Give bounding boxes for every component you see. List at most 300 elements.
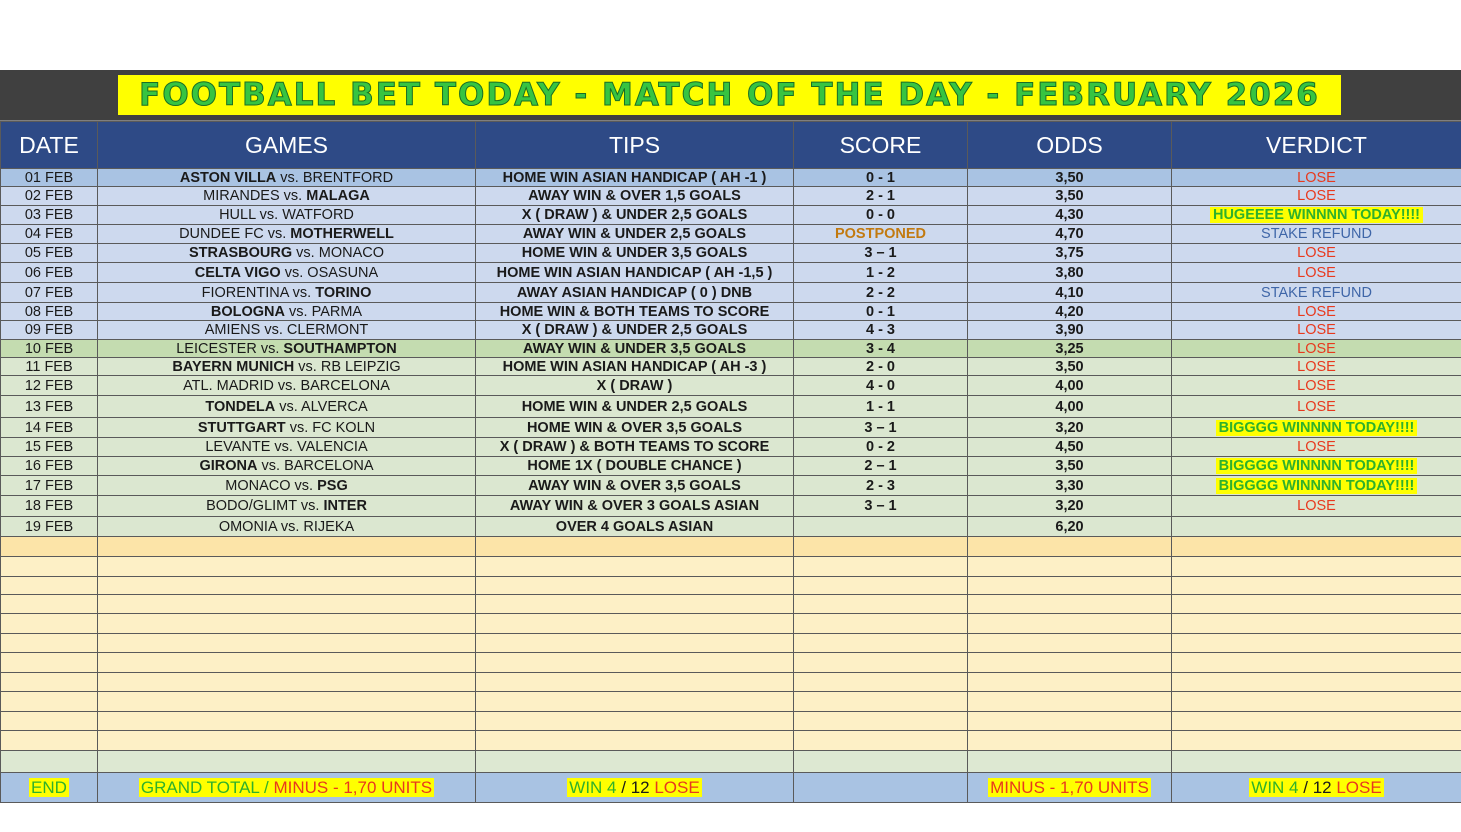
- odds-cell[interactable]: 3,80: [968, 263, 1172, 283]
- tip-cell[interactable]: X ( DRAW ) & UNDER 2,5 GOALS: [476, 206, 794, 225]
- empty-cell[interactable]: [968, 712, 1172, 731]
- empty-cell[interactable]: [1, 577, 98, 595]
- date-cell[interactable]: 11 FEB: [1, 358, 98, 376]
- date-cell[interactable]: 18 FEB: [1, 496, 98, 517]
- tip-cell[interactable]: HOME WIN & UNDER 2,5 GOALS: [476, 396, 794, 418]
- verdict-cell[interactable]: [1172, 376, 1461, 396]
- table-row: [1, 244, 1461, 263]
- tip-cell[interactable]: AWAY WIN & OVER 3,5 GOALS: [476, 476, 794, 496]
- empty-cell[interactable]: [1172, 614, 1461, 634]
- home-team: BOLOGNA: [210, 303, 285, 320]
- verdict-win-badge: BIGGGG WINNNN TODAY!!!!: [1216, 458, 1418, 474]
- away-team: INTER: [323, 498, 367, 514]
- table-row: [1, 283, 1461, 303]
- vs-separator: vs.: [276, 169, 303, 186]
- verdict-lose: LOSE: [1297, 439, 1336, 455]
- score-cell[interactable]: 4 - 0: [794, 376, 968, 396]
- empty-row: [1, 692, 1461, 712]
- verdict-cell[interactable]: [1172, 187, 1461, 206]
- spreadsheet: [0, 70, 1461, 803]
- vs-separator: vs.: [285, 303, 312, 320]
- away-team: MONACO: [318, 245, 384, 261]
- empty-cell[interactable]: [476, 634, 794, 653]
- home-team: CELTA VIGO: [194, 264, 281, 281]
- minus-units-label: MINUS - 1,70 UNITS: [273, 777, 433, 797]
- end-cell[interactable]: [1, 773, 98, 803]
- tip-cell[interactable]: AWAY WIN & UNDER 2,5 GOALS: [476, 225, 794, 244]
- verdict-win-badge: HUGEEEE WINNNN TODAY!!!!: [1210, 207, 1423, 223]
- date-cell[interactable]: 13 FEB: [1, 396, 98, 418]
- verdict-lose: LOSE: [1297, 377, 1336, 394]
- vs-separator: vs.: [255, 207, 283, 223]
- empty-cell[interactable]: [98, 557, 476, 577]
- verdict-cell[interactable]: [1172, 321, 1461, 340]
- score-cell[interactable]: [794, 517, 968, 537]
- empty-cell[interactable]: [968, 595, 1172, 614]
- verdict-cell[interactable]: [1172, 225, 1461, 244]
- date-cell[interactable]: 16 FEB: [1, 457, 98, 476]
- away-team: PARMA: [311, 303, 363, 320]
- away-team: MOTHERWELL: [290, 226, 394, 242]
- end-label: END: [31, 777, 67, 797]
- verdict-cell[interactable]: [1172, 169, 1461, 187]
- empty-cell[interactable]: [1, 751, 98, 773]
- table-row: [1, 321, 1461, 340]
- empty-cell[interactable]: [1, 712, 98, 731]
- table-row: [1, 376, 1461, 396]
- empty-cell[interactable]: [968, 653, 1172, 673]
- table-row: [1, 418, 1461, 438]
- score-cell[interactable]: POSTPONED: [794, 225, 968, 244]
- game-cell[interactable]: [98, 358, 476, 376]
- game-cell[interactable]: [98, 303, 476, 321]
- vs-separator: vs.: [263, 226, 291, 242]
- away-team: BARCELONA: [300, 377, 390, 394]
- empty-cell[interactable]: [98, 595, 476, 614]
- empty-cell[interactable]: [1172, 712, 1461, 731]
- tip-cell[interactable]: X ( DRAW ) & BOTH TEAMS TO SCORE: [476, 438, 794, 457]
- win-lose-cell[interactable]: [476, 773, 794, 803]
- tip-cell[interactable]: X ( DRAW ) & UNDER 2,5 GOALS: [476, 321, 794, 340]
- vs-separator: vs.: [256, 340, 284, 357]
- empty-cell[interactable]: [476, 557, 794, 577]
- verdict-lose: LOSE: [1297, 188, 1336, 204]
- verdict-cell[interactable]: [1172, 517, 1461, 537]
- empty-row: [1, 653, 1461, 673]
- verdict-cell[interactable]: [1172, 496, 1461, 517]
- tip-cell[interactable]: OVER 4 GOALS ASIAN: [476, 517, 794, 537]
- table-body: [1, 169, 1461, 773]
- tip-cell[interactable]: HOME WIN & BOTH TEAMS TO SCORE: [476, 303, 794, 321]
- tip-cell[interactable]: AWAY ASIAN HANDICAP ( 0 ) DNB: [476, 283, 794, 303]
- col-header-tips[interactable]: TIPS: [476, 122, 794, 169]
- empty-cell[interactable]: [1172, 692, 1461, 712]
- away-team: FC KOLN: [312, 419, 376, 436]
- away-team: BRENTFORD: [302, 169, 394, 186]
- empty-cell[interactable]: [968, 614, 1172, 634]
- empty-cell[interactable]: [968, 673, 1172, 692]
- away-team: VALENCIA: [296, 439, 368, 455]
- empty-row: [1, 577, 1461, 595]
- empty-row: [1, 557, 1461, 577]
- odds-cell[interactable]: 4,30: [968, 206, 1172, 225]
- verdict-total-cell[interactable]: [1172, 773, 1461, 803]
- empty-cell[interactable]: [1, 673, 98, 692]
- game-cell[interactable]: [98, 438, 476, 457]
- table-row: [1, 303, 1461, 321]
- verdict-lose: LOSE: [1297, 498, 1336, 514]
- empty-cell[interactable]: [1, 692, 98, 712]
- date-cell[interactable]: 17 FEB: [1, 476, 98, 496]
- odds-cell[interactable]: 3,30: [968, 476, 1172, 496]
- empty-cell[interactable]: [98, 653, 476, 673]
- empty-cell[interactable]: [794, 653, 968, 673]
- tip-cell[interactable]: AWAY WIN & OVER 1,5 GOALS: [476, 187, 794, 206]
- empty-cell[interactable]: [476, 537, 794, 557]
- vs-separator: vs.: [276, 518, 304, 535]
- grand-total-cell[interactable]: [98, 773, 476, 803]
- date-cell[interactable]: 03 FEB: [1, 206, 98, 225]
- verdict-lose: LOSE: [1297, 169, 1336, 186]
- vs-separator: vs.: [285, 419, 313, 436]
- empty-row: [1, 634, 1461, 653]
- empty-cell[interactable]: [968, 577, 1172, 595]
- empty-row: [1, 712, 1461, 731]
- empty-cell[interactable]: [794, 537, 968, 557]
- tip-cell[interactable]: HOME 1X ( DOUBLE CHANCE ): [476, 457, 794, 476]
- away-team: RB LEIPZIG: [320, 358, 401, 375]
- empty-cell[interactable]: [968, 751, 1172, 773]
- home-team: DUNDEE FC: [179, 226, 264, 242]
- date-cell[interactable]: 09 FEB: [1, 321, 98, 340]
- home-team: ASTON VILLA: [179, 169, 277, 186]
- score-cell[interactable]: 2 - 3: [794, 476, 968, 496]
- home-team: MIRANDES: [203, 188, 280, 204]
- empty-cell[interactable]: [476, 653, 794, 673]
- verdict-cell[interactable]: [1172, 396, 1461, 418]
- score-cell[interactable]: 0 - 1: [794, 303, 968, 321]
- empty-cell[interactable]: [1172, 653, 1461, 673]
- vs-separator: vs.: [270, 439, 297, 455]
- odds-cell[interactable]: 3,20: [968, 496, 1172, 517]
- verdict-cell[interactable]: [1172, 244, 1461, 263]
- score-cell[interactable]: 3 – 1: [794, 496, 968, 517]
- odds-cell[interactable]: 3,20: [968, 418, 1172, 438]
- header-row: [1, 122, 1461, 169]
- odds-cell[interactable]: 6,20: [968, 517, 1172, 537]
- empty-cell[interactable]: [476, 751, 794, 773]
- vs-separator: vs.: [280, 264, 308, 281]
- table-row: [1, 206, 1461, 225]
- empty-cell[interactable]: [476, 673, 794, 692]
- vs-separator: vs.: [288, 284, 316, 301]
- game-cell[interactable]: [98, 376, 476, 396]
- home-team: FIORENTINA: [201, 284, 289, 301]
- vs-separator: vs.: [296, 498, 324, 514]
- bets-table: [0, 121, 1461, 803]
- odds-cell[interactable]: 4,50: [968, 438, 1172, 457]
- score-cell[interactable]: 0 - 2: [794, 438, 968, 457]
- col-header-games[interactable]: GAMES: [98, 122, 476, 169]
- empty-cell[interactable]: [794, 692, 968, 712]
- odds-cell[interactable]: 3,50: [968, 187, 1172, 206]
- score-cell[interactable]: 0 - 1: [794, 169, 968, 187]
- home-team: AMIENS: [204, 322, 261, 338]
- lose-label: LOSE: [654, 777, 700, 797]
- score-cell[interactable]: 2 – 1: [794, 457, 968, 476]
- date-cell[interactable]: 08 FEB: [1, 303, 98, 321]
- game-cell[interactable]: [98, 283, 476, 303]
- empty-cell[interactable]: [476, 614, 794, 634]
- away-team: SOUTHAMPTON: [283, 340, 397, 357]
- total-count: / 12: [621, 777, 650, 797]
- empty-cell[interactable]: [98, 692, 476, 712]
- verdict-total-count: / 12: [1303, 777, 1332, 797]
- empty-cell[interactable]: [476, 692, 794, 712]
- odds-cell[interactable]: 3,25: [968, 340, 1172, 358]
- verdict-lose: LOSE: [1297, 264, 1336, 281]
- odds-cell[interactable]: 4,00: [968, 376, 1172, 396]
- score-cell[interactable]: 3 - 4: [794, 340, 968, 358]
- score-cell[interactable]: 0 - 0: [794, 206, 968, 225]
- verdict-cell[interactable]: [1172, 340, 1461, 358]
- tip-cell[interactable]: HOME WIN & OVER 3,5 GOALS: [476, 418, 794, 438]
- empty-cell[interactable]: [1, 634, 98, 653]
- empty-cell[interactable]: [1172, 751, 1461, 773]
- game-cell[interactable]: [98, 340, 476, 358]
- empty-cell[interactable]: [98, 673, 476, 692]
- away-team: PSG: [317, 477, 348, 494]
- table-row: [1, 358, 1461, 376]
- date-cell[interactable]: 10 FEB: [1, 340, 98, 358]
- empty-cell[interactable]: [794, 712, 968, 731]
- score-cell[interactable]: 3 – 1: [794, 418, 968, 438]
- game-cell[interactable]: [98, 187, 476, 206]
- tip-cell[interactable]: AWAY WIN & OVER 3 GOALS ASIAN: [476, 496, 794, 517]
- verdict-lose: LOSE: [1297, 358, 1336, 375]
- empty-cell[interactable]: [794, 614, 968, 634]
- empty-cell[interactable]: [1, 731, 98, 751]
- empty-row: [1, 751, 1461, 773]
- empty-cell[interactable]: [794, 751, 968, 773]
- game-cell[interactable]: [98, 225, 476, 244]
- game-cell[interactable]: [98, 321, 476, 340]
- empty-cell[interactable]: [1172, 577, 1461, 595]
- empty-cell[interactable]: [1, 595, 98, 614]
- tip-cell[interactable]: HOME WIN & UNDER 3,5 GOALS: [476, 244, 794, 263]
- page-title: FOOTBALL BET TODAY - MATCH OF THE DAY - FEBRUARY 2026: [118, 75, 1341, 115]
- date-cell[interactable]: 02 FEB: [1, 187, 98, 206]
- home-team: STRASBOURG: [189, 245, 293, 261]
- home-team: MONACO: [225, 477, 291, 494]
- empty-row: [1, 537, 1461, 557]
- away-team: MALAGA: [306, 188, 370, 204]
- home-team: OMONIA: [218, 518, 277, 535]
- empty-cell[interactable]: [1, 537, 98, 557]
- empty-cell[interactable]: [98, 634, 476, 653]
- verdict-cell[interactable]: [1172, 457, 1461, 476]
- empty-cell[interactable]: [1172, 557, 1461, 577]
- empty-cell[interactable]: [1172, 731, 1461, 751]
- empty-cell[interactable]: [1172, 537, 1461, 557]
- table-row: [1, 396, 1461, 418]
- odds-cell[interactable]: 4,10: [968, 283, 1172, 303]
- empty-cell[interactable]: [1, 614, 98, 634]
- tip-cell[interactable]: HOME WIN ASIAN HANDICAP ( AH -3 ): [476, 358, 794, 376]
- game-cell[interactable]: [98, 476, 476, 496]
- date-cell[interactable]: 15 FEB: [1, 438, 98, 457]
- verdict-win-count: WIN 4: [1251, 777, 1299, 797]
- empty-cell[interactable]: [98, 712, 476, 731]
- empty-cell[interactable]: [794, 673, 968, 692]
- game-cell[interactable]: [98, 457, 476, 476]
- empty-cell[interactable]: [476, 712, 794, 731]
- empty-cell[interactable]: [98, 614, 476, 634]
- verdict-cell[interactable]: [1172, 263, 1461, 283]
- odds-cell[interactable]: 3,90: [968, 321, 1172, 340]
- table-row: [1, 438, 1461, 457]
- verdict-lose: LOSE: [1297, 322, 1336, 338]
- col-header-odds[interactable]: ODDS: [968, 122, 1172, 169]
- verdict-refund: STAKE REFUND: [1261, 284, 1372, 301]
- score-cell[interactable]: 1 - 1: [794, 396, 968, 418]
- odds-cell[interactable]: 3,75: [968, 244, 1172, 263]
- table-row: [1, 476, 1461, 496]
- empty-row: [1, 673, 1461, 692]
- tip-cell[interactable]: X ( DRAW ): [476, 376, 794, 396]
- score-cell[interactable]: 4 - 3: [794, 321, 968, 340]
- game-cell[interactable]: [98, 263, 476, 283]
- table-row: [1, 169, 1461, 187]
- verdict-cell[interactable]: [1172, 438, 1461, 457]
- empty-cell[interactable]: [476, 731, 794, 751]
- empty-cell[interactable]: [794, 557, 968, 577]
- odds-total-cell[interactable]: [968, 773, 1172, 803]
- empty-cell[interactable]: [968, 537, 1172, 557]
- empty-cell[interactable]: [98, 537, 476, 557]
- table-row: [1, 517, 1461, 537]
- empty-cell[interactable]: [968, 731, 1172, 751]
- empty-cell[interactable]: [1172, 634, 1461, 653]
- date-cell[interactable]: 01 FEB: [1, 169, 98, 187]
- empty-cell[interactable]: [98, 577, 476, 595]
- empty-cell[interactable]: [794, 731, 968, 751]
- empty-cell[interactable]: [98, 731, 476, 751]
- date-cell[interactable]: 14 FEB: [1, 418, 98, 438]
- game-cell[interactable]: [98, 396, 476, 418]
- col-header-date[interactable]: DATE: [1, 122, 98, 169]
- verdict-cell[interactable]: [1172, 283, 1461, 303]
- date-cell[interactable]: 07 FEB: [1, 283, 98, 303]
- empty-row: [1, 731, 1461, 751]
- title-bar: [0, 70, 1461, 121]
- verdict-win-badge: BIGGGG WINNNN TODAY!!!!: [1216, 478, 1418, 494]
- score-cell[interactable]: 2 - 2: [794, 283, 968, 303]
- score-total-cell[interactable]: [794, 773, 968, 803]
- game-cell[interactable]: [98, 169, 476, 187]
- empty-cell[interactable]: [476, 595, 794, 614]
- game-cell[interactable]: [98, 517, 476, 537]
- game-cell[interactable]: [98, 496, 476, 517]
- empty-cell[interactable]: [1172, 673, 1461, 692]
- odds-cell[interactable]: 3,50: [968, 457, 1172, 476]
- game-cell[interactable]: [98, 244, 476, 263]
- odds-cell[interactable]: 4,70: [968, 225, 1172, 244]
- odds-cell[interactable]: 3,50: [968, 358, 1172, 376]
- table-row: [1, 187, 1461, 206]
- game-cell[interactable]: [98, 206, 476, 225]
- date-cell[interactable]: 05 FEB: [1, 244, 98, 263]
- score-cell[interactable]: 3 – 1: [794, 244, 968, 263]
- home-team: STUTTGART: [197, 419, 286, 436]
- tip-cell[interactable]: HOME WIN ASIAN HANDICAP ( AH -1 ): [476, 169, 794, 187]
- score-cell[interactable]: 2 - 0: [794, 358, 968, 376]
- home-team: LEVANTE: [205, 439, 271, 455]
- date-cell[interactable]: 04 FEB: [1, 225, 98, 244]
- away-team: ALVERCA: [301, 398, 368, 415]
- game-cell[interactable]: [98, 418, 476, 438]
- home-team: TONDELA: [205, 398, 276, 415]
- vs-separator: vs.: [279, 188, 307, 204]
- empty-cell[interactable]: [1, 653, 98, 673]
- verdict-cell[interactable]: [1172, 476, 1461, 496]
- verdict-lose: LOSE: [1297, 398, 1336, 415]
- verdict-cell[interactable]: [1172, 303, 1461, 321]
- home-team: ATL. MADRID: [183, 377, 274, 394]
- empty-cell[interactable]: [968, 557, 1172, 577]
- tip-cell[interactable]: HOME WIN ASIAN HANDICAP ( AH -1,5 ): [476, 263, 794, 283]
- home-team: BODO/GLIMT: [206, 498, 297, 514]
- verdict-lose: LOSE: [1297, 245, 1336, 261]
- empty-cell[interactable]: [968, 634, 1172, 653]
- empty-cell[interactable]: [1172, 595, 1461, 614]
- away-team: CLERMONT: [286, 322, 369, 338]
- date-cell[interactable]: 06 FEB: [1, 263, 98, 283]
- odds-cell[interactable]: 4,20: [968, 303, 1172, 321]
- verdict-cell[interactable]: [1172, 418, 1461, 438]
- tip-cell[interactable]: AWAY WIN & UNDER 3,5 GOALS: [476, 340, 794, 358]
- empty-cell[interactable]: [794, 634, 968, 653]
- col-header-score[interactable]: SCORE: [794, 122, 968, 169]
- home-team: BAYERN MUNICH: [172, 358, 295, 375]
- empty-cell[interactable]: [1, 557, 98, 577]
- verdict-refund: STAKE REFUND: [1261, 226, 1372, 242]
- odds-cell[interactable]: 4,00: [968, 396, 1172, 418]
- col-header-verdict[interactable]: VERDICT: [1172, 122, 1461, 169]
- empty-cell[interactable]: [968, 692, 1172, 712]
- score-cell[interactable]: 2 - 1: [794, 187, 968, 206]
- vs-separator: vs.: [260, 322, 287, 338]
- score-cell[interactable]: 1 - 2: [794, 263, 968, 283]
- verdict-cell[interactable]: [1172, 206, 1461, 225]
- date-cell[interactable]: 12 FEB: [1, 376, 98, 396]
- odds-cell[interactable]: 3,50: [968, 169, 1172, 187]
- table-row: [1, 225, 1461, 244]
- empty-cell[interactable]: [794, 595, 968, 614]
- empty-cell[interactable]: [476, 577, 794, 595]
- vs-separator: vs.: [290, 477, 318, 494]
- vs-separator: vs.: [294, 358, 321, 375]
- date-cell[interactable]: 19 FEB: [1, 517, 98, 537]
- away-team: BARCELONA: [284, 458, 374, 474]
- verdict-lose: LOSE: [1297, 340, 1336, 357]
- table-row: [1, 457, 1461, 476]
- away-team: RIJEKA: [303, 518, 355, 535]
- vs-separator: vs.: [292, 245, 319, 261]
- verdict-cell[interactable]: [1172, 358, 1461, 376]
- empty-cell[interactable]: [794, 577, 968, 595]
- empty-cell[interactable]: [98, 751, 476, 773]
